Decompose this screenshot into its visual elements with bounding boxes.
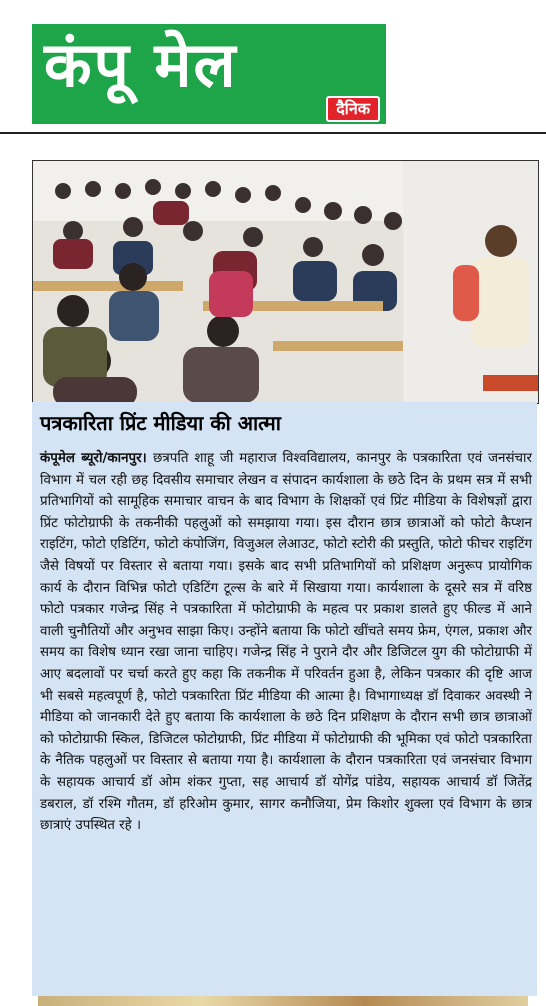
- next-photo-strip: [38, 996, 528, 1006]
- newspaper-daily-tag: दैनिक: [326, 96, 380, 122]
- newspaper-logo-title: कंपू मेल: [44, 28, 238, 101]
- article-headline: पत्रकारिता प्रिंट मीडिया की आत्मा: [40, 411, 281, 435]
- article-box: [32, 402, 537, 996]
- article-body-text: छत्रपति शाहू जी महाराज विश्वविद्यालय, कानपुर के पत्रकारिता एवं जनसंचार विभाग में चल रही छह दिवसीय समाचार लेखन व संपादन कार्यशाला के छठे दिन के प्रथम सत्र में सभी प्रतिभागियों को सामूहिक समाचार वाचन के बाद विभाग के शिक्षकों एवं प्रिंट मीडिया के विशेषज्ञों द्वारा प्रिंट फोटोग्राफी के तकनीकी पहलुओं को समझाया गया। इस दौरान छात्र छात्राओं को फोटो कैप्शन राइटिंग, फोटो एडिटिंग, फोटो कंपोजिंग, विजुअल लेआउट, फोटो स्टोरी की प्रस्तुति, फोटो फीचर राइटिंग जैसे विषयों पर विस्तार से बताया गया। इसके बाद सभी प्रतिभागियों को प्रशिक्षण अनुरूप प्रायोगिक कार्य के दौरान विभिन्न फोटो एडिटिंग टूल्स के बारे में सिखाया गया। कार्यशाला के दूसरे सत्र में वरिष्ठ फोटो पत्रकार गजेन्द्र सिंह ने पत्रकारिता में फोटोग्राफी के महत्व पर प्रकाश डालते हुए फील्ड में आने वाली चुनौतियों और अनुभव साझा किए। उन्होंने बताया कि फोटो खींचते समय फ्रेम, एंगल, प्रकाश और समय का विशेष ध्यान रखा जाना चाहिए। गजेन्द्र सिंह ने पुराने दौर और डिजिटल युग की फोटोग्राफी में आए बदलावों पर चर्चा करते हुए कहा कि तकनीक में परिवर्तन हुआ है, लेकिन पत्रकार की दृष्टि आज भी सबसे महत्वपूर्ण है, फोटो पत्रकारिता प्रिंट मीडिया की आत्मा है। विभागाध्यक्ष डॉ दिवाकर अवस्थी ने मीडिया को जानकारी देते हुए बताया कि कार्यशाला के छठे दिन प्रशिक्षण के दौरान सभी छात्र छात्राओं को फोटोग्राफी स्किल, डिजिटल फोटोग्राफी, प्रिंट मीडिया में फोटोग्राफी की भूमिका एवं फोटो पत्रकारिता के नैतिक पहलुओं पर विस्तार से बताया गया है। कार्यशाला के दौरान पत्रकारिता एवं जनसंचार विभाग के सहायक आचार्य डॉ ओम शंकर गुप्ता, सह आचार्य डॉ योगेंद्र पांडेय, सहायक आचार्य डॉ जितेंद्र डबराल, डॉ रश्मि गौतम, डॉ हरिओम कुमार, सागर कनौजिया, प्रेम किशोर शुक्ला एवं विभाग के छात्र छात्राएं उपस्थित रहे ।: [40, 451, 532, 834]
- header-rule: [0, 132, 546, 134]
- classroom-photo-icon: [33, 161, 538, 403]
- article-photo: [32, 160, 539, 404]
- article-dateline: कंपूमेल ब्यूरो/कानपुर।: [40, 451, 153, 466]
- article-body: [40, 448, 532, 837]
- masthead: [32, 24, 386, 124]
